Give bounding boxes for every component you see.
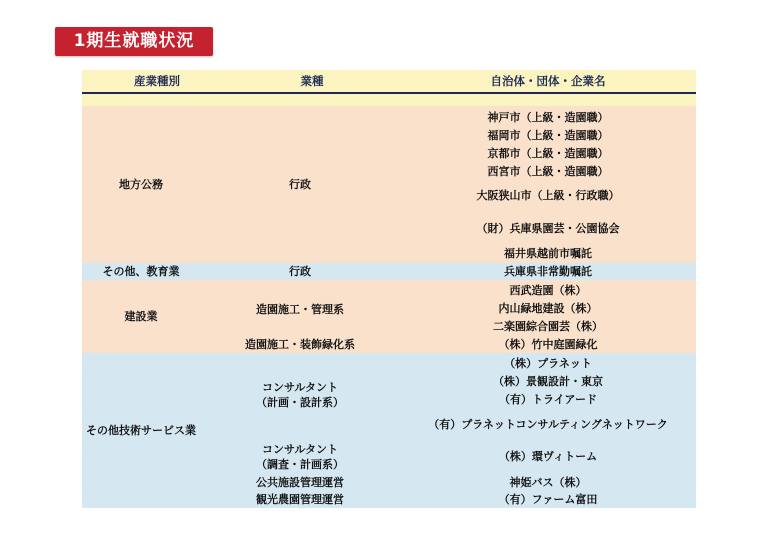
org-cell: 大阪狭山市（上級・行政職） bbox=[476, 189, 620, 202]
org-cell: （株）プラネット bbox=[504, 357, 592, 370]
row-group-construction bbox=[82, 280, 696, 353]
category-cell: その他技術サービス業 bbox=[86, 424, 196, 437]
industry-cell: コンサルタント （調査・計画系） bbox=[256, 443, 344, 471]
category-cell: 建設業 bbox=[124, 310, 158, 323]
industry-cell: 行政 bbox=[289, 265, 311, 278]
org-cell: （株）環ヴィトーム bbox=[498, 450, 598, 463]
row-group-local-government bbox=[82, 106, 696, 263]
org-cell: 西武造園（株） bbox=[509, 284, 587, 297]
header-industry: 業種 bbox=[300, 74, 324, 88]
org-cell: （株）景観設計・東京 bbox=[493, 375, 603, 388]
org-cell: 西宮市（上級・造園職） bbox=[487, 165, 609, 178]
industry-cell: 公共施設管理運営 bbox=[256, 476, 344, 489]
org-cell: （株）竹中庭園緑化 bbox=[498, 338, 598, 351]
org-cell: 二楽園綜合園芸（株） bbox=[493, 320, 603, 333]
org-cell: 福井県越前市嘱託 bbox=[504, 247, 592, 260]
org-cell: 兵庫県非常勤嘱託 bbox=[504, 265, 592, 278]
industry-cell: コンサルタント （計画・設計系） bbox=[256, 381, 344, 409]
industry-cell: 観光農園管理運営 bbox=[256, 493, 344, 506]
industry-cell: 行政 bbox=[289, 178, 311, 191]
industry-cell: 造園施工・管理系 bbox=[256, 303, 344, 316]
org-cell: （財）兵庫県園芸・公園協会 bbox=[476, 222, 620, 235]
page-title: 1期生就職状況 bbox=[55, 27, 213, 56]
header-industry-type: 産業種別 bbox=[134, 74, 180, 88]
category-cell: 地方公務 bbox=[119, 178, 163, 191]
org-cell: （有）トライアード bbox=[498, 393, 597, 406]
category-cell: その他、教育業 bbox=[102, 265, 180, 278]
employment-table bbox=[82, 70, 696, 508]
org-cell: 京都市（上級・造園職） bbox=[487, 147, 609, 160]
org-cell: （有）プラネットコンサルティングネットワーク bbox=[428, 418, 668, 431]
org-cell: 福岡市（上級・造園職） bbox=[487, 129, 609, 142]
header-spacer bbox=[82, 94, 696, 106]
org-cell: 神姫バス（株） bbox=[509, 476, 587, 489]
table-header bbox=[82, 70, 696, 94]
org-cell: 内山緑地建設（株） bbox=[498, 302, 598, 315]
org-cell: （有）ファーム富田 bbox=[498, 493, 598, 506]
org-cell: 神戸市（上級・造園職） bbox=[487, 111, 609, 124]
row-group-education bbox=[82, 263, 696, 280]
row-group-technical-services bbox=[82, 353, 696, 508]
header-organization: 自治体・団体・企業名 bbox=[490, 74, 606, 88]
industry-cell: 造園施工・装飾緑化系 bbox=[245, 338, 355, 351]
